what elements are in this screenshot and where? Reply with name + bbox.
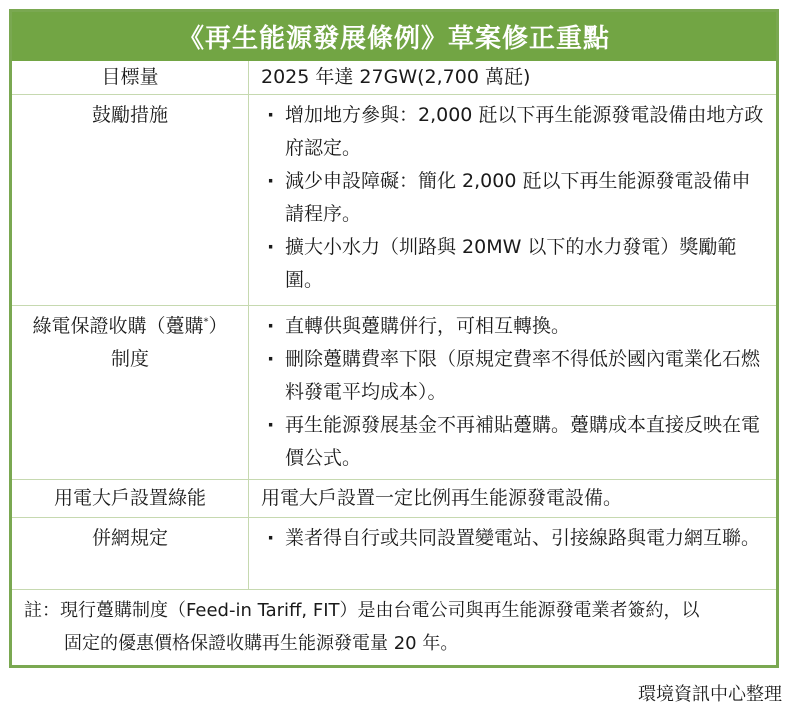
row-content [249,518,777,590]
footnote-marker: * [203,316,209,328]
row-content [249,306,777,480]
row-label: 併網規定 [12,518,249,590]
document-frame [9,9,779,668]
table-row [12,480,776,518]
footnote-line1: 註：現行躉購制度（Feed-in Tariff, FIT）是由台電公司與再生能源發電業者簽約，以 [24,600,700,621]
row-label-line1 [16,310,244,343]
row-content: 用電大戶設置一定比例再生能源發電設備。 [249,480,777,518]
row-label-line2: 制度 [110,348,149,370]
bullet-item: · 業者得自行或共同設置變電站、引接線路與電力網互聯。 [261,522,768,555]
row-content: 2025 年達 27GW(2,700 萬瓩) [249,61,777,95]
row-label: 用電大戶設置綠能 [12,480,249,518]
row-label-main: 綠電保證收購（躉購 [32,315,204,337]
table-row [12,518,776,590]
bullet-item: · 擴大小水力（圳路與 20MW 以下的水力發電）獎勵範圍。 [261,231,768,297]
row-label-end: ） [208,315,228,337]
bullet-item: · 減少申設障礙：簡化 2,000 瓩以下再生能源發電設備申請程序。 [261,165,768,231]
row-label [12,306,249,480]
amendment-table [12,61,776,590]
source-credit: 環境資訊中心整理 [638,684,782,705]
row-label: 目標量 [12,61,249,95]
bullet-item: · 直轉供與躉購併行，可相互轉換。 [261,310,768,343]
table-row [12,61,776,95]
footnote-line2: 固定的優惠價格保證收購再生能源發電量 20 年。 [64,633,459,654]
table-row [12,306,776,480]
row-label: 鼓勵措施 [12,95,249,306]
bullet-item: · 刪除躉購費率下限（原規定費率不得低於國內電業化石燃料發電平均成本）。 [261,343,768,409]
bullet-item: · 再生能源發展基金不再補貼躉購。躉購成本直接反映在電價公式。 [261,409,768,475]
document-title: 《再生能源發展條例》草案修正重點 [12,12,776,61]
footnote [12,590,776,660]
table-row [12,95,776,306]
row-content [249,95,777,306]
bullet-item: · 增加地方參與：2,000 瓩以下再生能源發電設備由地方政府認定。 [261,99,768,165]
